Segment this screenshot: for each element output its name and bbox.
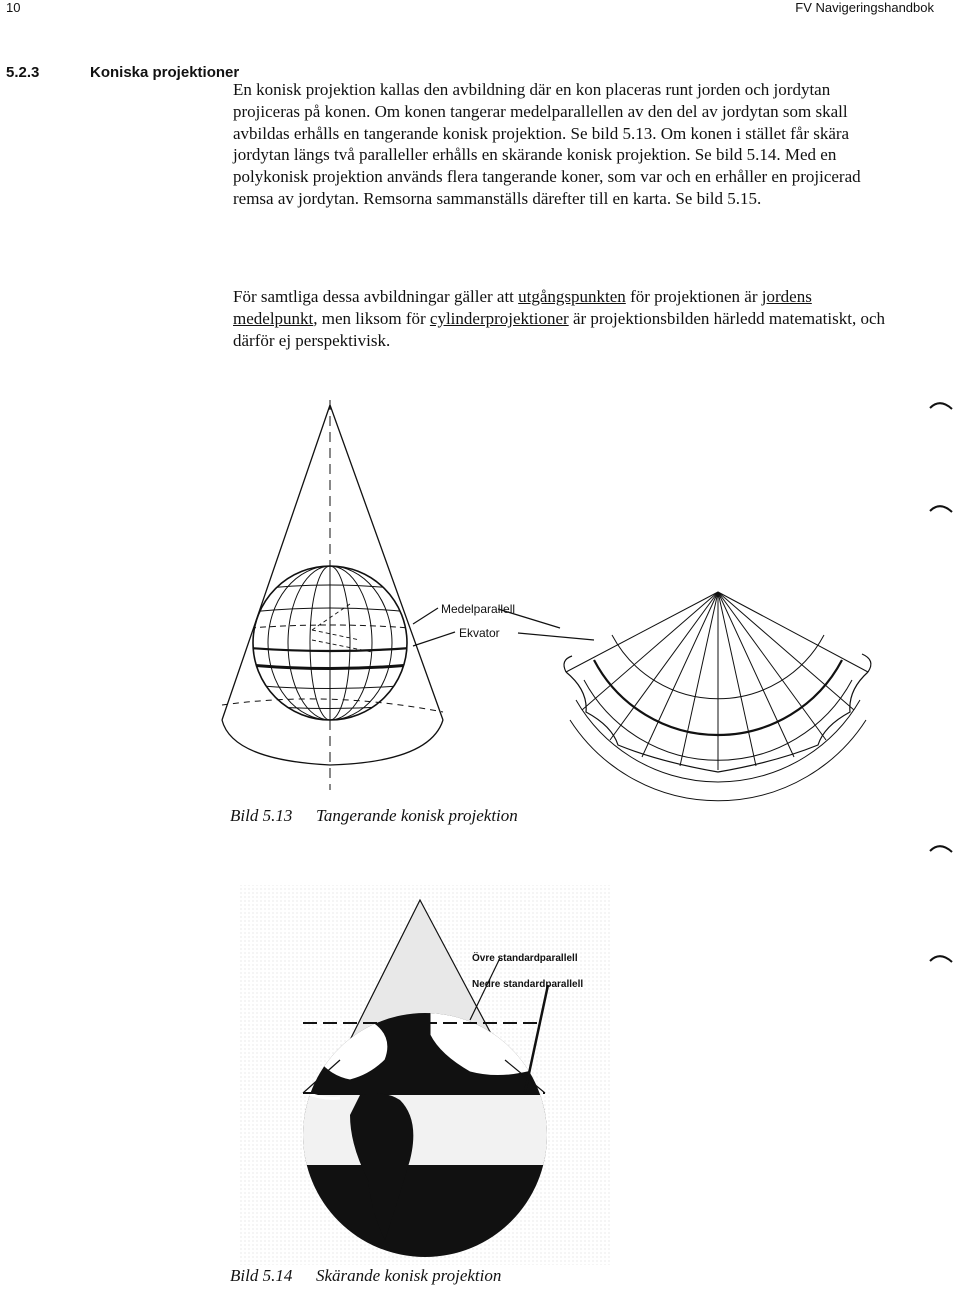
label-ekvator: Ekvator bbox=[459, 626, 500, 640]
label-medelparallell: Medelparallell bbox=[441, 602, 516, 616]
paragraph-text: , men liksom för bbox=[313, 308, 430, 328]
secant-cone-globe-image bbox=[240, 885, 610, 1265]
globe bbox=[250, 566, 410, 720]
figure-caption-number: Bild 5.13 bbox=[230, 806, 293, 825]
underlined-term-cylinderprojektioner: cylinderprojektioner bbox=[429, 308, 569, 328]
section-title: Koniska projektioner bbox=[90, 64, 240, 81]
tangent-cone bbox=[222, 400, 443, 790]
developed-cone-fan bbox=[564, 592, 871, 801]
margin-mark bbox=[928, 953, 954, 963]
paragraph-text: är projektionsbilden härledd matematiskt, och därför ej perspektivisk. bbox=[233, 308, 885, 350]
section-number: 5.2.3 bbox=[6, 64, 40, 81]
figure-caption-text: Tangerande konisk projektion bbox=[316, 806, 518, 825]
paragraph-text: för projektionen är bbox=[625, 287, 762, 306]
margin-mark bbox=[928, 400, 954, 410]
underlined-term-jordens-medelpunkt: jordens medelpunkt bbox=[233, 287, 812, 328]
paragraph-text: För samtliga dessa avbildningar gäller att bbox=[233, 287, 519, 306]
margin-mark bbox=[928, 503, 954, 513]
page-number: 10 bbox=[6, 0, 21, 15]
underlined-term-utgangspunkten: utgångspunkten bbox=[518, 287, 626, 306]
running-header: FV Navigeringshandbok bbox=[795, 0, 934, 15]
figure-caption-number: Bild 5.14 bbox=[230, 1266, 293, 1285]
label-nedre-standardparallell: Nedre standardparallell bbox=[472, 979, 584, 990]
margin-mark bbox=[928, 843, 954, 853]
paragraph-intro: En konisk projektion kallas den avbildning där en kon placeras runt jorden och jordytan projiceras på konen. Om konen tangerar medelparallellen av den del av jordytan som skall avbildas erhålls en tangerande konisk projektion. Se bild 5.13. Om konen i stället får skära jordytan längs två paralleller erhålls en skärande konisk projektion. Se bild 5.14. Med en polykonisk projektion används flera tangerande koner, som var och en erhåller en projicerad remsa av jordytan. Remsorna sammanställs därefter till en karta. Se bild 5.15. bbox=[233, 80, 861, 208]
label-ovre-standardparallell: Övre standardparallell bbox=[472, 953, 578, 964]
figure-caption-text: Skärande konisk projektion bbox=[316, 1266, 502, 1285]
